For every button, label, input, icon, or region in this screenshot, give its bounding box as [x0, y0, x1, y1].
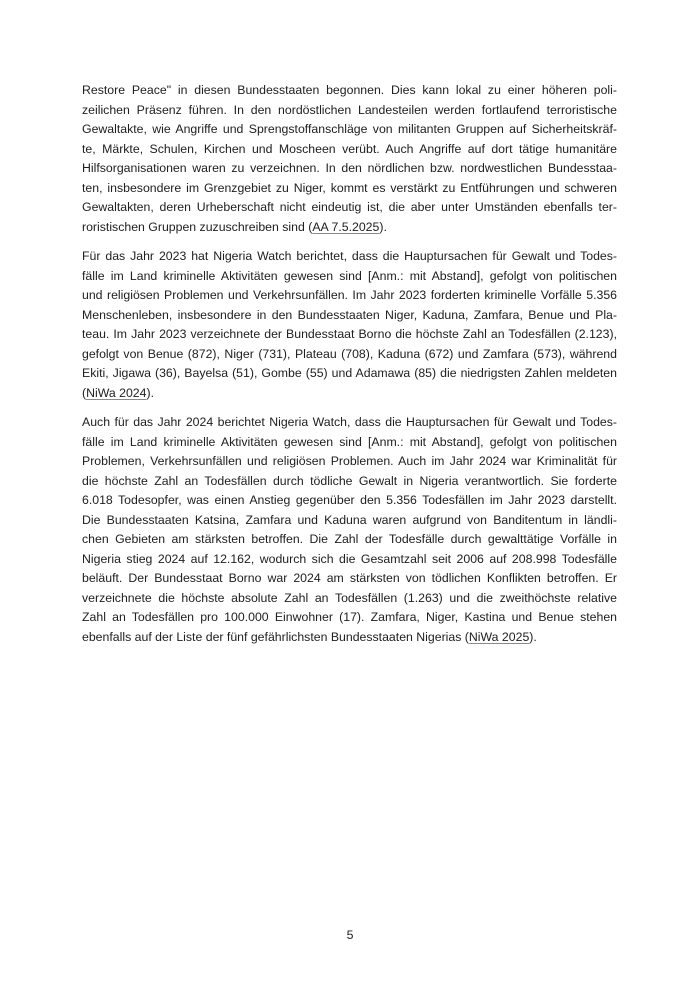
text-line — [82, 247, 617, 267]
text-segment: Menschenleben, insbesondere in den Bundesstaaten Niger, Kaduna, Zamfara, Benue und Pla- — [82, 307, 617, 322]
text-line — [82, 306, 617, 326]
text-line — [82, 550, 617, 570]
text-segment: Ekiti, Jigawa (36), Bayelsa (51), Gombe (55) und Adamawa (85) die niedrigsten Zahlen meldeten — [82, 366, 617, 380]
text-segment: beläuft. Der Bundesstaat Borno war 2024 am stärksten von tödlichen Konflikten betroffen. Er — [82, 571, 617, 585]
text-line — [82, 413, 617, 433]
text-line — [82, 452, 617, 472]
source-link-niwa-2025[interactable]: NiWa 2025 — [468, 629, 530, 644]
text-segment: die höchste Zahl an Todesfällen durch tödliche Gewalt in Nigeria verantwortlich. Sie forderte — [82, 473, 617, 488]
text-line — [82, 608, 617, 628]
text-segment: Nigeria stieg 2024 auf 12.162, wodurch sich die Gesamtzahl seit 2006 auf 208.998 Todesfälle — [82, 551, 617, 566]
text-segment: ten, insbesondere im Grenzgebiet zu Niger, kommt es verstärkt zu Entführungen und schweren — [82, 180, 617, 195]
source-link-niwa-2024[interactable]: NiWa 2024 — [86, 385, 147, 400]
text-segment: Problemen, Verkehrsunfällen und religiösen Problemen. Auch im Jahr 2024 war Kriminalität für — [82, 454, 617, 468]
text-line — [82, 364, 617, 384]
text-segment: fälle im Land kriminelle Aktivitäten gewesen sind [Anm.: mit Abstand], gefolgt von politischen — [82, 434, 617, 449]
text-segment: chen Gebieten am stärksten betroffen. Die Zahl der Todesfälle durch gewalttätige Vorfälle in — [82, 532, 617, 546]
paragraph — [82, 413, 617, 647]
paragraph — [82, 81, 617, 237]
text-line — [82, 345, 617, 365]
text-segment: Hilfsorganisationen waren zu verzeichnen. In den nördlichen bzw. nordwestlichen Bundesstaa- — [82, 161, 617, 175]
text-segment: gefolgt von Benue (872), Niger (731), Plateau (708), Kaduna (672) und Zamfara (573), während — [82, 346, 617, 361]
text-line — [82, 218, 617, 238]
text-line — [82, 198, 617, 218]
text-segment: ). — [529, 629, 537, 644]
text-line — [82, 472, 617, 492]
text-segment: 6.018 Todesopfer, was einen Anstieg gegenüber den 5.356 Todesfällen im Jahr 2023 darstellt. — [82, 493, 617, 507]
text-line — [82, 530, 617, 550]
text-line — [82, 159, 617, 179]
text-segment: ebenfalls auf der Liste der fünf gefährlichsten Bundesstaaten Nigerias ( — [82, 629, 469, 644]
text-line — [82, 81, 617, 101]
text-line — [82, 511, 617, 531]
text-segment: ). — [379, 219, 387, 234]
paragraph — [82, 247, 617, 403]
text-segment: Restore Peace" in diesen Bundesstaaten begonnen. Dies kann lokal zu einer höheren poli- — [82, 83, 617, 97]
text-segment: Gewaltakten, deren Urheberschaft nicht eindeutig ist, die aber unter Umständen ebenfalls ter- — [82, 200, 617, 214]
text-segment: Für das Jahr 2023 hat Nigeria Watch berichtet, dass die Hauptursachen für Gewalt und Todes- — [82, 249, 617, 263]
text-line — [82, 491, 617, 511]
text-line — [82, 140, 617, 160]
text-segment: ( — [82, 385, 87, 400]
source-link-aa-7-5-2025[interactable]: AA 7.5.2025 — [312, 219, 380, 234]
text-line — [82, 286, 617, 306]
text-segment: verzeichnete die höchste absolute Zahl an Todesfällen (1.263) und die zweithöchste relative — [82, 590, 617, 605]
text-line — [82, 384, 617, 404]
text-line — [82, 589, 617, 609]
text-segment: fälle im Land kriminelle Aktivitäten gewesen sind [Anm.: mit Abstand], gefolgt von politischen — [82, 268, 617, 283]
text-line — [82, 325, 617, 345]
text-segment: und religiösen Problemen und Verkehrsunfällen. Im Jahr 2023 forderten kriminelle Vorfälle 5.356 — [82, 288, 617, 302]
text-segment: roristischen Gruppen zuzuschreiben sind ( — [82, 219, 313, 234]
text-segment: te, Märkte, Schulen, Kirchen und Moscheen verübt. Auch Angriffe auf dort tätige humanitäre — [82, 141, 617, 156]
text-line — [82, 179, 617, 199]
text-line — [82, 267, 617, 287]
text-segment: Auch für das Jahr 2024 berichtet Nigeria Watch, dass die Hauptursachen für Gewalt und Todes- — [82, 415, 617, 429]
text-line — [82, 433, 617, 453]
text-segment: zeilichen Präsenz führen. In den nordöstlichen Landesteilen werden fortlaufend terroristische — [82, 102, 617, 117]
text-line — [82, 569, 617, 589]
body-text — [82, 81, 617, 657]
text-segment: ). — [146, 385, 154, 400]
text-line — [82, 101, 617, 121]
text-segment: teau. Im Jahr 2023 verzeichnete der Bundesstaat Borno die höchste Zahl an Todesfällen (2.123), — [82, 327, 617, 341]
text-line — [82, 120, 617, 140]
text-segment: Die Bundesstaaten Katsina, Zamfara und Kaduna waren aufgrund von Banditentum in ländli- — [82, 512, 617, 527]
text-segment: Zahl an Todesfällen pro 100.000 Einwohner (17). Zamfara, Niger, Kastina und Benue stehen — [82, 610, 617, 624]
text-segment: Gewaltakte, wie Angriffe und Sprengstoffanschläge von militanten Gruppen auf Sicherheitskräf- — [82, 122, 617, 136]
page-number: 5 — [346, 928, 354, 942]
text-line — [82, 628, 617, 648]
